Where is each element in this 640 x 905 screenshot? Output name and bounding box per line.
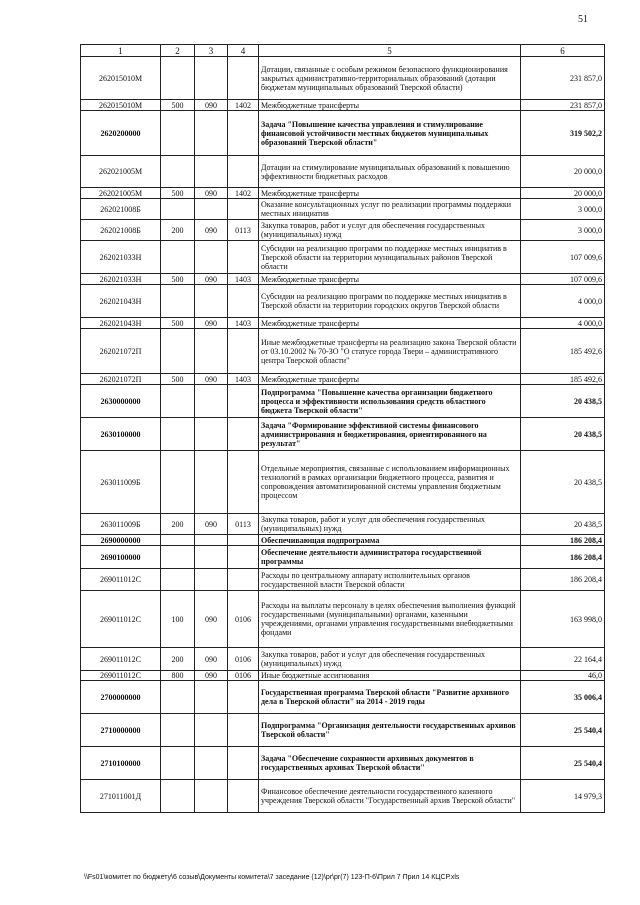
subsection-cell — [228, 418, 259, 451]
table-row — [81, 274, 605, 285]
target-code-cell: 269011012С — [81, 648, 161, 671]
target-code-cell: 2630100000 — [81, 418, 161, 451]
expense-type-cell: 800 — [161, 671, 195, 681]
column-header: 6 — [521, 45, 605, 57]
section-cell — [195, 241, 228, 274]
amount-cell: 231 857,0 — [521, 57, 605, 100]
expense-type-cell — [161, 285, 195, 318]
subsection-cell: 0106 — [228, 671, 259, 681]
target-code-cell: 271011001Д — [81, 780, 161, 813]
subsection-cell — [228, 329, 259, 374]
subsection-cell: 1403 — [228, 318, 259, 329]
subsection-cell — [228, 714, 259, 747]
section-cell — [195, 569, 228, 591]
subsection-cell — [228, 111, 259, 156]
table-row — [81, 591, 605, 648]
subsection-cell: 0106 — [228, 648, 259, 671]
description-cell: Субсидии на реализацию программ по поддержке местных инициатив в Тверской области на территории муниципальных районов Тверской области — [259, 241, 521, 274]
description-cell: Задача "Повышение качества управления и стимулирование финансовой устойчивости местных бюджетов муниципальных образований Тверской области" — [259, 111, 521, 156]
file-path-footer: \\Fs01\комитет по бюджету\6 созыв\Документы комитета\7 заседание (12)\pr\pr(7) 123-П-6\Прил 7 Прил 14 КЦСР.xls — [84, 874, 460, 881]
amount-cell: 107 009,6 — [521, 241, 605, 274]
section-cell — [195, 285, 228, 318]
expense-type-cell — [161, 546, 195, 569]
target-code-cell: 262021043Н — [81, 318, 161, 329]
expense-type-cell — [161, 535, 195, 546]
amount-cell: 25 540,4 — [521, 714, 605, 747]
description-cell: Межбюджетные трансферты — [259, 374, 521, 385]
table-row — [81, 418, 605, 451]
subsection-cell — [228, 535, 259, 546]
description-cell: Закупка товаров, работ и услуг для обеспечения государственных (муниципальных) нужд — [259, 514, 521, 535]
amount-cell: 185 492,6 — [521, 374, 605, 385]
amount-cell: 163 998,0 — [521, 591, 605, 648]
table-row — [81, 111, 605, 156]
target-code-cell: 269011012С — [81, 569, 161, 591]
table-row — [81, 535, 605, 546]
description-cell: Оказание консультационных услуг по реализации программы поддержки местных инициатив — [259, 199, 521, 220]
expense-type-cell — [161, 241, 195, 274]
table-row — [81, 569, 605, 591]
amount-cell: 3 000,0 — [521, 220, 605, 241]
table-row — [81, 220, 605, 241]
amount-cell: 319 502,2 — [521, 111, 605, 156]
description-cell: Задача "Формирование эффективной системы финансового администрирования и бюджетирования, ориентированного на результат" — [259, 418, 521, 451]
budget-table — [80, 44, 605, 813]
subsection-cell — [228, 747, 259, 780]
description-cell: Межбюджетные трансферты — [259, 274, 521, 285]
subsection-cell — [228, 451, 259, 514]
table-row — [81, 57, 605, 100]
amount-cell: 25 540,4 — [521, 747, 605, 780]
section-cell — [195, 418, 228, 451]
table-row — [81, 188, 605, 199]
description-cell: Отдельные мероприятия, связанные с использованием информационных технологий в рамках организации бюджетного процесса, развития и сопровождения автоматизированной системы управления бюджетным процессом — [259, 451, 521, 514]
table-row — [81, 671, 605, 681]
table-row — [81, 546, 605, 569]
section-cell — [195, 329, 228, 374]
amount-cell: 186 208,4 — [521, 546, 605, 569]
section-cell: 090 — [195, 274, 228, 285]
column-header: 4 — [228, 45, 259, 57]
column-header: 5 — [259, 45, 521, 57]
section-cell — [195, 57, 228, 100]
description-cell: Иные межбюджетные трансферты на реализацию закона Тверской области от 03.10.2002 № 70-ЗО "О статусе города Твери – административного центра Тверской области" — [259, 329, 521, 374]
table-row — [81, 100, 605, 111]
table-row — [81, 648, 605, 671]
amount-cell: 186 208,4 — [521, 535, 605, 546]
subsection-cell — [228, 241, 259, 274]
expense-type-cell — [161, 199, 195, 220]
expense-type-cell — [161, 111, 195, 156]
subsection-cell — [228, 385, 259, 418]
target-code-cell: 2710100000 — [81, 747, 161, 780]
table-row — [81, 374, 605, 385]
amount-cell: 20 438,5 — [521, 385, 605, 418]
description-cell: Межбюджетные трансферты — [259, 100, 521, 111]
section-cell: 090 — [195, 374, 228, 385]
expense-type-cell — [161, 418, 195, 451]
section-cell: 090 — [195, 648, 228, 671]
table-row — [81, 199, 605, 220]
description-cell: Закупка товаров, работ и услуг для обеспечения государственных (муниципальных) нужд — [259, 648, 521, 671]
column-header: 1 — [81, 45, 161, 57]
description-cell: Подпрограмма "Организация деятельности государственных архивов Тверской области" — [259, 714, 521, 747]
section-cell — [195, 747, 228, 780]
subsection-cell — [228, 569, 259, 591]
target-code-cell: 262021008Б — [81, 220, 161, 241]
subsection-cell — [228, 681, 259, 714]
expense-type-cell — [161, 681, 195, 714]
expense-type-cell — [161, 385, 195, 418]
subsection-cell: 1403 — [228, 374, 259, 385]
amount-cell: 4 000,0 — [521, 318, 605, 329]
section-cell — [195, 156, 228, 188]
target-code-cell: 2620200000 — [81, 111, 161, 156]
subsection-cell: 0106 — [228, 591, 259, 648]
target-code-cell: 262021033Н — [81, 241, 161, 274]
amount-cell: 20 438,5 — [521, 451, 605, 514]
expense-type-cell — [161, 329, 195, 374]
table-row — [81, 385, 605, 418]
target-code-cell: 262021043Н — [81, 285, 161, 318]
section-cell: 090 — [195, 591, 228, 648]
amount-cell: 46,0 — [521, 671, 605, 681]
description-cell: Государственная программа Тверской области "Развитие архивного дела в Тверской области" на 2014 - 2019 годы — [259, 681, 521, 714]
page-number: 51 — [578, 14, 588, 25]
expense-type-cell — [161, 714, 195, 747]
target-code-cell: 262021005М — [81, 188, 161, 199]
subsection-cell — [228, 285, 259, 318]
description-cell: Иные бюджетные ассигнования — [259, 671, 521, 681]
expense-type-cell — [161, 747, 195, 780]
amount-cell: 20 438,5 — [521, 418, 605, 451]
subsection-cell — [228, 546, 259, 569]
description-cell: Межбюджетные трансферты — [259, 188, 521, 199]
table-row — [81, 285, 605, 318]
description-cell: Финансовое обеспечение деятельности государственного казенного учреждения Тверской области "Государственный архив Тверской области" — [259, 780, 521, 813]
section-cell — [195, 780, 228, 813]
target-code-cell: 2690000000 — [81, 535, 161, 546]
target-code-cell: 2690100000 — [81, 546, 161, 569]
table-row — [81, 241, 605, 274]
section-cell — [195, 199, 228, 220]
expense-type-cell: 500 — [161, 374, 195, 385]
target-code-cell: 2700000000 — [81, 681, 161, 714]
table-header-row — [81, 45, 605, 57]
description-cell: Обеспечение деятельности администратора государственной программы — [259, 546, 521, 569]
table-body — [81, 57, 605, 813]
target-code-cell: 262015010М — [81, 57, 161, 100]
table-row — [81, 156, 605, 188]
section-cell — [195, 714, 228, 747]
subsection-cell — [228, 199, 259, 220]
expense-type-cell: 200 — [161, 648, 195, 671]
amount-cell: 22 164,4 — [521, 648, 605, 671]
section-cell: 090 — [195, 514, 228, 535]
description-cell: Закупка товаров, работ и услуг для обеспечения государственных (муниципальных) нужд — [259, 220, 521, 241]
amount-cell: 14 979,3 — [521, 780, 605, 813]
target-code-cell: 263011009Б — [81, 451, 161, 514]
section-cell: 090 — [195, 671, 228, 681]
subsection-cell: 1403 — [228, 274, 259, 285]
table-row — [81, 681, 605, 714]
section-cell: 090 — [195, 100, 228, 111]
target-code-cell: 262021005М — [81, 156, 161, 188]
expense-type-cell: 100 — [161, 591, 195, 648]
target-code-cell: 262021072П — [81, 374, 161, 385]
description-cell: Обеспечивающая подпрограмма — [259, 535, 521, 546]
description-cell: Задача "Обеспечение сохранности архивных документов в государственных архивах Тверской области" — [259, 747, 521, 780]
amount-cell: 20 438,5 — [521, 514, 605, 535]
target-code-cell: 2630000000 — [81, 385, 161, 418]
section-cell — [195, 385, 228, 418]
amount-cell: 20 000,0 — [521, 156, 605, 188]
target-code-cell: 262021072П — [81, 329, 161, 374]
expense-type-cell: 200 — [161, 514, 195, 535]
target-code-cell: 269011012С — [81, 591, 161, 648]
table-row — [81, 451, 605, 514]
expense-type-cell: 500 — [161, 274, 195, 285]
subsection-cell — [228, 780, 259, 813]
expense-type-cell — [161, 451, 195, 514]
subsection-cell: 0113 — [228, 514, 259, 535]
table-row — [81, 780, 605, 813]
table-row — [81, 747, 605, 780]
target-code-cell: 263011009Б — [81, 514, 161, 535]
section-cell — [195, 535, 228, 546]
amount-cell: 4 000,0 — [521, 285, 605, 318]
subsection-cell: 1402 — [228, 188, 259, 199]
column-header: 2 — [161, 45, 195, 57]
section-cell — [195, 546, 228, 569]
expense-type-cell — [161, 57, 195, 100]
amount-cell: 186 208,4 — [521, 569, 605, 591]
description-cell: Расходы по центральному аппарату исполнительных органов государственной власти Тверской области — [259, 569, 521, 591]
section-cell: 090 — [195, 220, 228, 241]
amount-cell: 3 000,0 — [521, 199, 605, 220]
amount-cell: 107 009,6 — [521, 274, 605, 285]
target-code-cell: 262021008Б — [81, 199, 161, 220]
table-row — [81, 714, 605, 747]
expense-type-cell — [161, 156, 195, 188]
description-cell: Дотации на стимулирование муниципальных образований к повышению эффективности бюджетных расходов — [259, 156, 521, 188]
subsection-cell: 1402 — [228, 100, 259, 111]
section-cell — [195, 451, 228, 514]
description-cell: Расходы на выплаты персоналу в целях обеспечения выполнения функций государственными (муниципальными) органами, казенными учреждениями, органами управления государственными внебюджетными фондами — [259, 591, 521, 648]
description-cell: Межбюджетные трансферты — [259, 318, 521, 329]
description-cell: Субсидии на реализацию программ по поддержке местных инициатив в Тверской области на территории городских округов Тверской области — [259, 285, 521, 318]
table-row — [81, 329, 605, 374]
expense-type-cell — [161, 780, 195, 813]
subsection-cell — [228, 57, 259, 100]
subsection-cell: 0113 — [228, 220, 259, 241]
section-cell — [195, 111, 228, 156]
table-row — [81, 318, 605, 329]
expense-type-cell: 500 — [161, 100, 195, 111]
target-code-cell: 262021033Н — [81, 274, 161, 285]
amount-cell: 20 000,0 — [521, 188, 605, 199]
description-cell: Подпрограмма "Повышение качества организации бюджетного процесса и эффективности использования средств областного бюджета Тверской области" — [259, 385, 521, 418]
section-cell: 090 — [195, 318, 228, 329]
expense-type-cell: 500 — [161, 188, 195, 199]
description-cell: Дотации, связанные с особым режимом безопасного функционирования закрытых административно-территориальных образований (дотации бюджетам муниципальных образований Тверской области) — [259, 57, 521, 100]
expense-type-cell — [161, 569, 195, 591]
subsection-cell — [228, 156, 259, 188]
target-code-cell: 2710000000 — [81, 714, 161, 747]
section-cell: 090 — [195, 188, 228, 199]
expense-type-cell: 500 — [161, 318, 195, 329]
amount-cell: 185 492,6 — [521, 329, 605, 374]
target-code-cell: 269011012С — [81, 671, 161, 681]
column-header: 3 — [195, 45, 228, 57]
table-row — [81, 514, 605, 535]
amount-cell: 231 857,0 — [521, 100, 605, 111]
section-cell — [195, 681, 228, 714]
expense-type-cell: 200 — [161, 220, 195, 241]
target-code-cell: 262015010М — [81, 100, 161, 111]
amount-cell: 35 006,4 — [521, 681, 605, 714]
